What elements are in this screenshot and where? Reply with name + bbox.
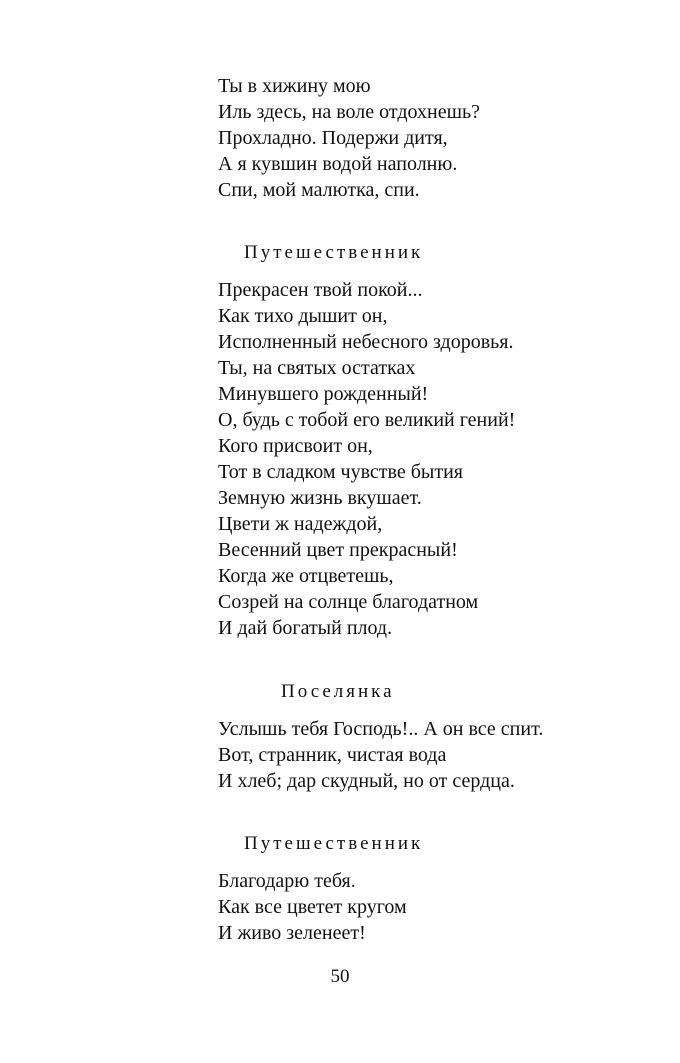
verse-line: Благодарю тебя. <box>218 870 356 892</box>
verse-line: Вот, странник, чистая вода <box>218 744 447 766</box>
verse-line: Как тихо дышит он, <box>218 305 388 327</box>
verse-line: О, будь с тобой его великий гений! <box>218 409 516 431</box>
verse-line: Спи, мой малютка, спи. <box>218 179 420 201</box>
verse-line: Цвети ж надеждой, <box>218 513 383 535</box>
verse-line: Исполненный небесного здоровья. <box>218 331 514 353</box>
verse-line: А я кувшин водой наполню. <box>218 153 458 175</box>
verse-line: Как все цветет кругом <box>218 896 407 918</box>
stanza-4 <box>218 868 658 946</box>
page-number: 50 <box>330 966 350 987</box>
speaker-heading: Поселянка <box>281 681 395 702</box>
verse-line: И живо зеленеет! <box>218 922 366 944</box>
verse-line: Весенний цвет прекрасный! <box>218 539 458 561</box>
verse-line: Ты в хижину мою <box>218 75 371 97</box>
speaker-heading: Путешественник <box>244 833 424 854</box>
verse-line: Услышь тебя Господь!.. А он все спит. <box>218 718 544 740</box>
verse-line: Когда же отцветешь, <box>218 565 394 587</box>
verse-line: Минувшего рожденный! <box>218 383 429 405</box>
stanza-1 <box>218 73 658 203</box>
verse-line: Ты, на святых остатках <box>218 357 416 379</box>
stanza-2 <box>218 277 658 641</box>
verse-line: Прохладно. Подержи дитя, <box>218 127 448 149</box>
verse-line: И хлеб; дар скудный, но от сердца. <box>218 770 515 792</box>
verse-line: Земную жизнь вкушает. <box>218 487 422 509</box>
verse-line: И дай богатый плод. <box>218 617 393 639</box>
speaker-heading: Путешественник <box>244 242 424 263</box>
verse-line: Иль здесь, на воле отдохнешь? <box>218 101 480 123</box>
verse-line: Кого присвоит он, <box>218 435 373 457</box>
verse-line: Созрей на солнце благодатном <box>218 591 479 613</box>
stanza-3 <box>218 716 658 794</box>
verse-line: Прекрасен твой покой... <box>218 279 423 301</box>
verse-line: Тот в сладком чувстве бытия <box>218 461 463 483</box>
